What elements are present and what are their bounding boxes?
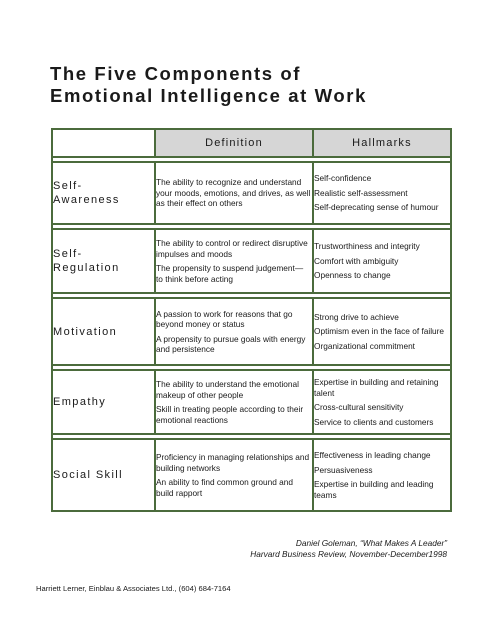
title-line-2: Emotional Intelligence at Work bbox=[50, 85, 367, 106]
hallmarks-cell: Expertise in building and retaining talent Cross-cultural sensitivity Service to clients and customers bbox=[313, 370, 451, 434]
header-row bbox=[52, 129, 451, 157]
table-row bbox=[52, 439, 451, 511]
title-line-1: The Five Components of bbox=[50, 63, 302, 84]
hallmarks-cell: Effectiveness in leading change Persuasiveness Expertise in building and leading teams bbox=[313, 439, 451, 511]
header-definition: Definition bbox=[155, 129, 313, 157]
component-name: Social Skill bbox=[52, 439, 155, 511]
header-blank-cell bbox=[52, 129, 155, 157]
definition-cell: The ability to recognize and understand your moods, emotions, and drives, as well as their effect on others bbox=[155, 162, 313, 224]
source-citation: Daniel Goleman, “What Makes A Leader” Harvard Business Review, November-December1998 bbox=[250, 538, 447, 559]
header-hallmarks: Hallmarks bbox=[313, 129, 451, 157]
definition-cell: The ability to control or redirect disruptive impulses and moods The propensity to suspend judgement— to think before acting bbox=[155, 229, 313, 293]
components-table bbox=[51, 128, 452, 512]
definition-cell: The ability to understand the emotional makeup of other people Skill in treating people according to their emotional reactions bbox=[155, 370, 313, 434]
table-row bbox=[52, 298, 451, 365]
table-row bbox=[52, 162, 451, 224]
component-name: Empathy bbox=[52, 370, 155, 434]
component-name: Self- Awareness bbox=[52, 162, 155, 224]
hallmarks-cell: Strong drive to achieve Optimism even in the face of failure Organizational commitment bbox=[313, 298, 451, 365]
component-name: Self- Regulation bbox=[52, 229, 155, 293]
footer-contact: Harriett Lerner, Einblau & Associates Ltd., (604) 684-7164 bbox=[36, 584, 231, 593]
table-row bbox=[52, 370, 451, 434]
page-title bbox=[50, 63, 470, 107]
definition-cell: A passion to work for reasons that go beyond money or status A propensity to pursue goals with energy and persistence bbox=[155, 298, 313, 365]
hallmarks-cell: Self-confidence Realistic self-assessment Self-deprecating sense of humour bbox=[313, 162, 451, 224]
hallmarks-cell: Trustworthiness and integrity Comfort with ambiguity Openness to change bbox=[313, 229, 451, 293]
component-name: Motivation bbox=[52, 298, 155, 365]
definition-cell: Proficiency in managing relationships and building networks An ability to find common ground and build rapport bbox=[155, 439, 313, 511]
table-row bbox=[52, 229, 451, 293]
